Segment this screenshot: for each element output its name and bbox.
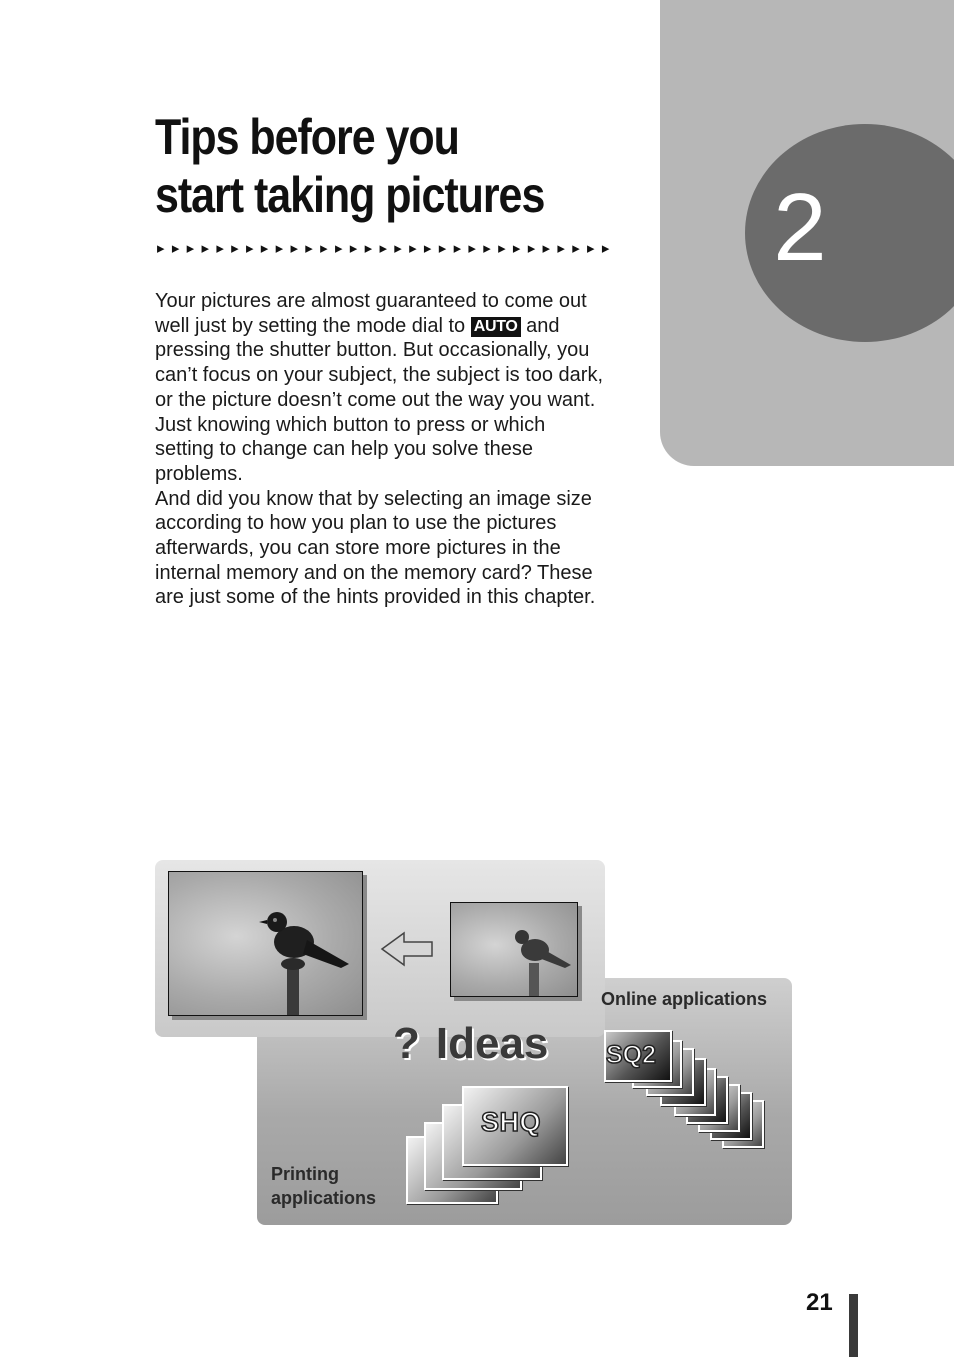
page-edge-bar — [849, 1294, 858, 1357]
question-mark-icon: ? — [393, 1019, 420, 1068]
chapter-number: 2 — [773, 174, 827, 281]
sharp-bird-photo — [168, 871, 363, 1016]
intro-paragraph-2: Just knowing which button to press or which setting to change can help you solve these problems. — [155, 413, 546, 485]
title-line-1: Tips before you — [155, 109, 459, 165]
title-line-2: start taking pictures — [155, 167, 545, 223]
shq-label: SHQ — [481, 1107, 542, 1137]
intro-paragraph-1: Your pictures are almost guaranteed to come out well just by setting the mode dial to AUTO and pressing the shutter button. But occasionally, you can’t focus on your subject, the subject is too dark, or the picture doesn’t come out the way you want. — [155, 290, 604, 411]
page-title — [155, 108, 544, 224]
online-applications-label: Online applications — [601, 989, 768, 1009]
page-number: 21 — [806, 1289, 833, 1316]
blurry-bird-photo — [450, 902, 578, 997]
intro-paragraph-3: And did you know that by selecting an image size according to how you plan to use the pictures afterwards, you can store more pictures in the internal memory and on the memory card? These are just some of the hints provided in this chapter. — [155, 487, 596, 609]
ideas-heading: ? Ideas — [393, 1019, 549, 1068]
arrow-divider: ▸▸▸▸▸▸▸▸▸▸▸▸▸▸▸▸▸▸▸▸▸▸▸▸▸▸▸▸▸▸▸ — [157, 240, 617, 257]
printing-applications-label: Printing applications — [271, 1164, 377, 1208]
sq2-label: SQ2 — [606, 1041, 657, 1069]
intro-text — [155, 289, 605, 610]
auto-mode-icon: AUTO — [471, 317, 521, 337]
left-arrow-icon — [380, 930, 436, 968]
